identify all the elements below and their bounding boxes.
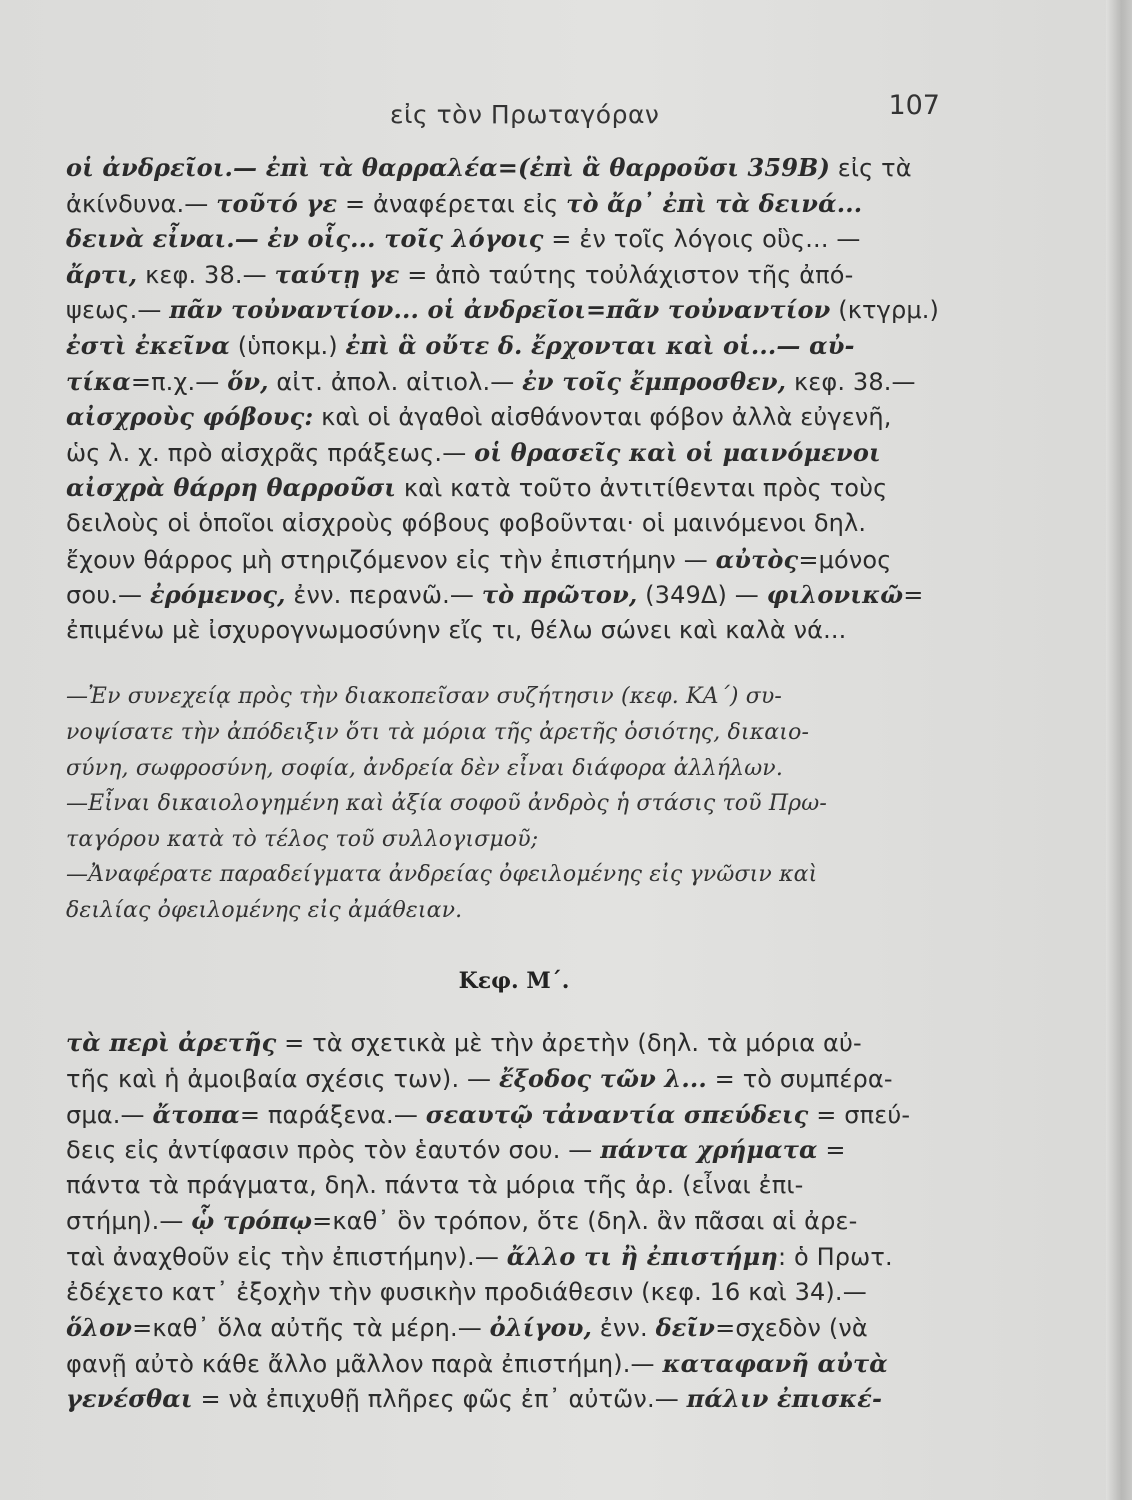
- text-line: [66, 186, 962, 222]
- lemma-term: τίκα: [66, 366, 131, 396]
- text-line: [66, 1381, 962, 1417]
- text-line: [66, 1310, 962, 1346]
- gloss-text: ὡς λ. χ. πρὸ αἰσχρᾶς πράξεως.—: [66, 438, 475, 467]
- gloss-text: ἐνν. περανῶ.—: [285, 581, 482, 610]
- gloss-text: (κτγρμ.): [830, 296, 940, 325]
- gloss-text: σμα.—: [66, 1100, 153, 1129]
- lemma-term: πᾶν τοὐναντίον... οἱ ἀνδρεῖοι=πᾶν τοὐναντίον: [169, 295, 831, 325]
- lemma-term: οἱ θρασεῖς καὶ οἱ μαινόμενοι: [474, 437, 881, 467]
- text-line: [66, 714, 962, 750]
- gloss-text: ἔχουν θάρρος μὴ στηριζόμενον εἰς τὴν ἐπιστήμην —: [66, 545, 716, 574]
- text-line: [66, 1025, 962, 1061]
- question-text: —Ἐν συνεχείᾳ πρὸς τὴν διακοπεῖσαν συζήτησιν (κεφ. ΚΑ´) συ-: [66, 684, 783, 710]
- gloss-text: (349Δ) —: [637, 581, 767, 610]
- lemma-term: φιλονικῶ: [766, 580, 904, 610]
- gloss-text: = τὸ συμπέρα-: [706, 1065, 893, 1094]
- gloss-text: =σχεδὸν (νὰ: [715, 1314, 868, 1343]
- lemma-term: σεαυτῷ τἀναντία σπεύδεις: [425, 1099, 809, 1129]
- lemma-term: αἰσχρὰ θάρρη θαρροῦσι: [66, 473, 397, 503]
- text-line: [66, 470, 962, 506]
- gloss-text: ταὶ ἀναχθοῦν εἰς τὴν ἐπιστήμην).—: [66, 1243, 507, 1272]
- gloss-text: αἰτ. ἀπολ. αἰτιολ.—: [268, 367, 523, 396]
- lemma-term: πάντα χρήματα: [600, 1135, 818, 1165]
- gloss-text: =μόνος: [798, 545, 892, 574]
- text-line: [66, 150, 962, 186]
- page-header: [60, 88, 940, 128]
- gloss-text: = τὰ σχετικὰ μὲ τὴν ἀρετὴν (δηλ. τὰ μόρια αὐ-: [276, 1029, 862, 1058]
- lemma-term: ἄλλο τι ἢ ἐπιστήμη: [506, 1242, 778, 1272]
- page-number: 107: [888, 90, 940, 121]
- gloss-text: ἀκίνδυνα.—: [66, 189, 217, 218]
- gloss-text: κεφ. 38.—: [786, 367, 916, 396]
- page-spine-shadow: [1106, 0, 1132, 1500]
- gloss-text: =καθ᾿ ὃν τρόπον, ὅτε (δηλ. ἂν πᾶσαι αἱ ἀρε-: [312, 1207, 858, 1236]
- question-text: δειλίας ὀφειλομένης εἰς ἀμάθειαν.: [66, 897, 463, 923]
- lemma-term: ᾧ τρόπῳ: [191, 1206, 313, 1236]
- lemma-term: αἰσχροὺς φόβους:: [66, 402, 314, 432]
- text-line: [66, 613, 962, 649]
- gloss-text: ἐπιμένω μὲ ἰσχυρογνωμοσύνην εἴς τι, θέλω σώνει καὶ καλὰ νά...: [66, 615, 847, 644]
- text-line: [66, 1097, 962, 1133]
- lemma-term: ἔξοδος τῶν λ...: [498, 1064, 707, 1094]
- text-line: [66, 750, 962, 786]
- lemma-term: οἱ ἀνδρεῖοι.— ἐπὶ τὰ θαρραλέα=(ἐπὶ ἃ θαρροῦσι 359Β): [66, 153, 830, 182]
- gloss-text: =: [817, 1136, 846, 1165]
- gloss-text: ἐδέχετο κατ᾿ ἐξοχὴν τὴν φυσικὴν προδιάθεσιν (κεφ. 16 καὶ 34).—: [66, 1277, 867, 1306]
- gloss-text: στήμη).—: [66, 1207, 192, 1236]
- gloss-text: ἐνν.: [592, 1314, 656, 1343]
- text-line: [66, 1168, 962, 1204]
- lemma-term: ἐπὶ ἃ οὔτε δ. ἔρχονται καὶ οἱ...— αὐ-: [345, 330, 855, 360]
- text-line: [66, 678, 962, 714]
- gloss-text: = σπεύ-: [808, 1100, 911, 1129]
- gloss-text: σου.—: [66, 581, 150, 610]
- gloss-text: δεις εἰς ἀντίφασιν πρὸς τὸν ἑαυτόν σου. —: [66, 1136, 601, 1165]
- gloss-text: τῆς καὶ ἡ ἀμοιβαία σχέσις των). —: [66, 1065, 499, 1094]
- question-text: ταγόρου κατὰ τὸ τέλος τοῦ συλλογισμοῦ;: [66, 826, 539, 852]
- question-text: σύνη, σωφροσύνη, σοφία, ἀνδρεία δὲν εἶναι διάφορα ἀλλήλων.: [66, 755, 783, 781]
- gloss-text: = ἀναφέρεται εἰς: [337, 189, 567, 218]
- lemma-term: αὐτὸς: [715, 544, 799, 574]
- gloss-text: δειλοὺς οἱ ὁποῖοι αἰσχροὺς φόβους φοβοῦνται· οἱ μαινόμενοι δηλ.: [66, 508, 867, 537]
- lemma-term: καταφανῆ αὐτὰ: [662, 1348, 888, 1378]
- gloss-text: (ὑποκμ.): [229, 331, 346, 360]
- running-title: εἰς τὸν Πρωταγόραν: [390, 100, 660, 129]
- text-line: [66, 821, 962, 857]
- lemma-term: δεῖν: [655, 1313, 716, 1343]
- text-line: [66, 328, 962, 364]
- lemma-term: τὰ περὶ ἀρετῆς: [66, 1028, 277, 1058]
- gloss-text: εἰς τὰ: [829, 154, 912, 182]
- lemma-term: δεινὰ εἶναι.— ἐν οἷς... τοῖς λόγοις: [66, 224, 544, 254]
- lemma-term: πάλιν ἐπισκέ-: [686, 1384, 883, 1414]
- text-line: [66, 785, 962, 821]
- commentary-block-1: [66, 150, 962, 648]
- text-line: [66, 1203, 962, 1239]
- lemma-term: ἐν τοῖς ἔμπροσθεν,: [522, 366, 787, 396]
- question-text: νοψίσατε τὴν ἀπόδειξιν ὅτι τὰ μόρια τῆς ἀρετῆς ὁσιότης, δικαιο-: [66, 719, 810, 745]
- commentary-block-2: [66, 1025, 962, 1417]
- gloss-text: πάντα τὰ πράγματα, δηλ. πάντα τὰ μόρια τῆς ἀρ. (εἶναι ἐπι-: [66, 1170, 804, 1199]
- text-line: [66, 506, 962, 542]
- question-text: —Εἶναι δικαιολογημένη καὶ ἀξία σοφοῦ ἀνδρὸς ἡ στάσις τοῦ Πρω-: [66, 791, 827, 817]
- gloss-text: =: [903, 581, 924, 610]
- lemma-term: ὅν,: [227, 366, 269, 396]
- text-line: [66, 435, 962, 471]
- text-line: [66, 892, 962, 928]
- lemma-term: τοῦτό γε: [216, 188, 338, 218]
- gloss-text: καὶ οἱ ἀγαθοὶ αἰσθάνονται φόβον ἀλλὰ εὐγενῆ,: [313, 403, 892, 432]
- lemma-term: γενέσθαι: [66, 1384, 193, 1414]
- text-line: [66, 399, 962, 435]
- section-heading: Κεφ. Μ΄.: [458, 968, 570, 995]
- text-line: [66, 542, 962, 578]
- text-line: [66, 1061, 962, 1097]
- lemma-term: ταύτῃ γε: [274, 259, 400, 289]
- question-text: —Ἀναφέρατε παραδείγματα ἀνδρείας ὀφειλομένης εἰς γνῶσιν καὶ: [66, 862, 818, 888]
- gloss-text: = παράξενα.—: [239, 1100, 426, 1129]
- text-line: [66, 364, 962, 400]
- gloss-text: = ἐν τοῖς λόγοις οὓς... —: [543, 225, 861, 254]
- lemma-term: τὸ ἄρ᾿ ἐπὶ τὰ δεινά...: [566, 188, 863, 218]
- gloss-text: =καθ᾿ ὅλα αὐτῆς τὰ μέρη.—: [132, 1314, 490, 1343]
- lemma-term: ὀλίγου,: [489, 1313, 593, 1343]
- lemma-term: τὸ πρῶτον,: [481, 580, 638, 610]
- text-line: [66, 577, 962, 613]
- gloss-text: = νὰ ἐπιχυθῇ πλῆρες φῶς ἐπ᾿ αὐτῶν.—: [192, 1385, 687, 1414]
- lemma-term: ἄρτι,: [66, 259, 138, 289]
- text-line: [66, 1132, 962, 1168]
- lemma-term: ὅλον: [66, 1313, 133, 1343]
- lemma-term: ἐρόμενος,: [149, 580, 286, 610]
- gloss-text: φανῇ αὐτὸ κάθε ἄλλο μᾶλλον παρὰ ἐπιστήμη).—: [66, 1349, 663, 1378]
- lemma-term: ἄτοπα: [152, 1099, 240, 1129]
- text-line: [66, 1239, 962, 1275]
- text-line: [66, 1346, 962, 1382]
- text-line: [66, 856, 962, 892]
- gloss-text: ψεως.—: [66, 296, 170, 325]
- text-line: [66, 257, 962, 293]
- questions-block: [66, 678, 962, 927]
- gloss-text: =π.χ.—: [130, 367, 228, 396]
- gloss-text: καὶ κατὰ τοῦτο ἀντιτίθενται πρὸς τοὺς: [396, 474, 888, 503]
- lemma-term: ἐστὶ ἐκεῖνα: [66, 330, 230, 360]
- page-body: [66, 150, 962, 1417]
- gloss-text: = ἀπὸ ταύτης τοὐλάχιστον τῆς ἀπό-: [399, 260, 854, 289]
- text-line: [66, 292, 962, 328]
- text-line: [66, 1275, 962, 1311]
- text-line: [66, 221, 962, 257]
- gloss-text: κεφ. 38.—: [137, 260, 275, 289]
- gloss-text: : ὁ Πρωτ.: [777, 1243, 893, 1272]
